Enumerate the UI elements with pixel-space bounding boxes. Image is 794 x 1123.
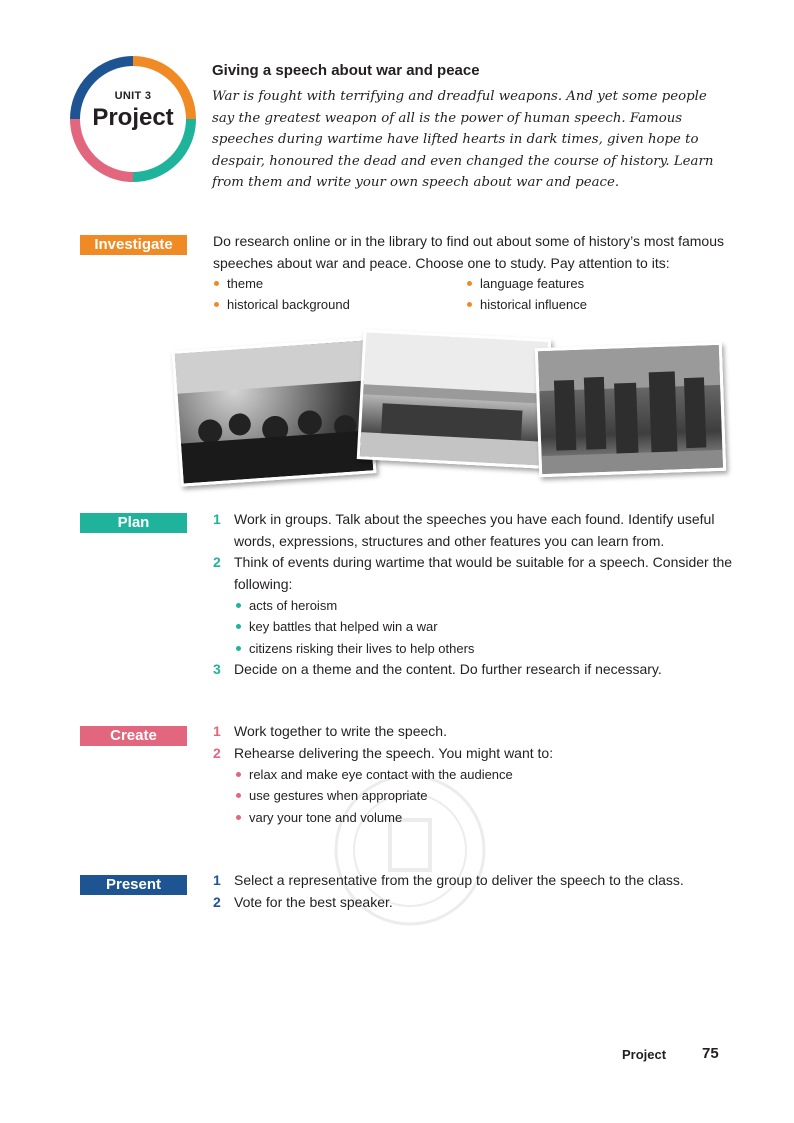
list-item: use gestures when appropriate xyxy=(235,785,733,806)
investigate-paragraph: Do research online or in the library to find out about some of history’s most famous speeches about war and peace. Choose one to study. Pay attention to its: xyxy=(213,233,724,271)
step-number: 2 xyxy=(213,744,221,761)
list-item: citizens risking their lives to help others xyxy=(235,638,733,659)
unit-badge xyxy=(70,56,196,182)
step-text: Select a representative from the group to deliver the speech to the class. xyxy=(234,872,684,888)
unit-title: Project xyxy=(92,104,174,131)
step-text: Work in groups. Talk about the speeches you have each found. Identify useful words, expressions, structures and other features you can learn from. xyxy=(234,511,715,549)
step-text: Rehearse delivering the speech. You might want to: xyxy=(234,744,554,761)
list-item: vary your tone and volume xyxy=(235,807,733,828)
list-item xyxy=(213,870,733,892)
list-item: historical influence xyxy=(466,294,587,315)
plan-sub-bullets xyxy=(235,595,733,659)
step-number: 1 xyxy=(213,872,221,888)
list-item: historical background xyxy=(213,294,350,315)
investigate-bullets-right xyxy=(466,273,587,316)
present-steps xyxy=(213,870,733,913)
list-item: language features xyxy=(466,273,587,294)
list-item: relax and make eye contact with the audience xyxy=(235,764,733,785)
historical-photo-soldiers xyxy=(535,342,726,477)
list-item: acts of heroism xyxy=(235,595,733,616)
step-number: 3 xyxy=(213,660,221,677)
investigate-bullets-left xyxy=(213,273,350,316)
step-text: Think of events during wartime that would be suitable for a speech. Consider the following: xyxy=(234,554,733,592)
section-label-plan: Plan xyxy=(80,513,187,533)
step-text: Work together to write the speech. xyxy=(234,723,447,739)
section-label-create: Create xyxy=(80,726,187,746)
list-item xyxy=(213,552,733,659)
section-label-present: Present xyxy=(80,875,187,895)
unit-number: UNIT 3 xyxy=(114,90,152,102)
intro-paragraph: War is fought with terrifying and dreadful weapons. And yet some people say the greatest weapon of all is the power of human speech. Famous speeches during wartime have lifted hearts in dark times, given hope to despair, honoured the dead and even changed the course of history. Learn from them and write your own speech about war and peace. xyxy=(212,89,714,191)
step-text: Decide on a theme and the content. Do further research if necessary. xyxy=(234,660,662,677)
step-number: 2 xyxy=(213,554,221,570)
historical-photo-crowd xyxy=(171,337,376,486)
step-number: 1 xyxy=(213,511,221,527)
historical-illustration-assembly xyxy=(357,329,552,469)
footer-section-name: Project xyxy=(622,1047,667,1062)
page-number: 75 xyxy=(702,1045,719,1062)
list-item xyxy=(213,892,733,914)
list-item xyxy=(213,509,733,552)
step-number: 2 xyxy=(213,893,221,910)
list-item xyxy=(213,721,733,743)
page-title: Giving a speech about war and peace xyxy=(212,62,480,79)
step-text: Vote for the best speaker. xyxy=(234,893,393,910)
step-number: 1 xyxy=(213,723,221,739)
plan-steps xyxy=(213,509,733,680)
list-item xyxy=(213,659,733,681)
section-label-investigate: Investigate xyxy=(80,235,187,255)
list-item: key battles that helped win a war xyxy=(235,616,733,637)
list-item: theme xyxy=(213,273,350,294)
